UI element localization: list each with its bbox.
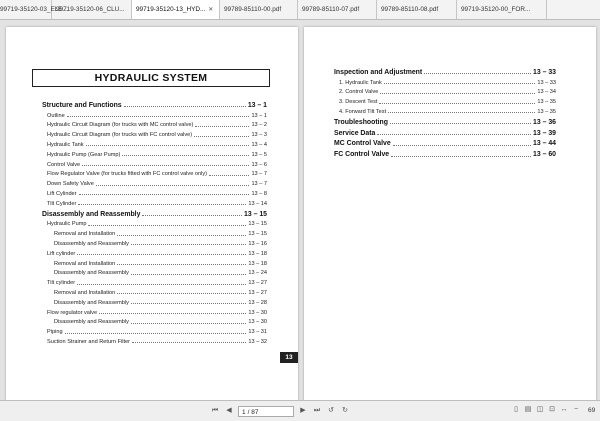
tab-document[interactable] [457,0,547,19]
dot-leader [117,264,246,265]
toc-label: Removal and Installation [54,231,116,238]
tab-label: 99719-35120-03_ELE... [0,6,68,13]
dot-leader [67,116,250,117]
tab-label: 99789-85110-00.pdf [224,6,282,13]
dot-leader [384,83,536,84]
toc-heading[interactable] [334,127,556,137]
toc-entry[interactable] [42,227,267,237]
dot-leader [380,93,535,94]
dot-leader [65,333,247,334]
toc-page-number: 13 – 31 [248,329,267,336]
dot-leader [391,156,531,157]
toc-label: Lift Cylinder [47,190,77,197]
page-navigation [210,404,350,418]
dot-leader [117,293,246,294]
toc-heading[interactable] [334,148,556,158]
toc-page-number: 13 – 27 [248,289,267,296]
toc-label: Flow Regulator Valve (for trucks fitted with FC control valve only) [47,171,207,178]
toc-page-number: 13 – 35 [537,108,556,115]
dot-leader [131,274,246,275]
toc-page-number: 13 – 7 [251,181,267,188]
toc-page-number: 13 – 18 [248,250,267,257]
toc-entry[interactable] [42,237,267,247]
toc-page-number: 13 – 60 [533,151,556,159]
next-page-icon[interactable]: ▶ [300,407,306,414]
dot-leader [142,215,242,216]
toc-label: Removal and Installation [54,289,116,296]
toc-page-number: 13 – 34 [537,89,556,96]
toc-label: Hydraulic Tank [47,141,84,148]
tab-document[interactable] [132,0,220,19]
toc-entry[interactable] [42,138,267,148]
continuous-page-icon[interactable]: ▤ [524,406,532,413]
two-page-icon[interactable]: ◫ [536,406,544,413]
document-viewer[interactable] [0,20,600,400]
toc-page-number: 13 – 15 [248,221,267,228]
tab-label: 99789-85110-08.pdf [381,6,439,13]
status-bar [0,400,600,421]
dot-leader [77,284,246,285]
toc-page-number: 13 – 7 [251,171,267,178]
toc-label: Structure and Functions [42,101,122,109]
toc-page-number: 13 – 35 [537,99,556,106]
tab-document[interactable] [298,0,377,19]
toc-entry[interactable] [42,197,267,207]
toc-heading[interactable] [334,116,556,126]
toc-entry[interactable] [42,335,267,345]
toc-page-number: 13 – 27 [248,280,267,287]
toc-label: Tilt cylinder [47,280,76,287]
pdf-page-left [6,27,298,403]
toc-page-number: 13 – 15 [248,231,267,238]
dot-leader [99,313,246,314]
dot-leader [86,145,250,146]
dot-leader [424,73,531,74]
dot-leader [78,204,246,205]
toc-page-number: 13 – 28 [248,299,267,306]
dot-leader [131,323,246,324]
zoom-level[interactable]: 69 [588,407,596,414]
dot-leader [377,134,531,135]
dot-leader [132,342,246,343]
toc-label: Flow regulator valve [47,309,98,316]
table-of-contents-continued [334,66,556,158]
toc-page-number: 13 – 15 [244,210,267,218]
toc-entry[interactable] [42,128,267,138]
toc-label: Disassembly and Reassembly [54,270,129,277]
toc-entry[interactable] [42,119,267,129]
toc-page-number: 13 – 16 [248,240,267,247]
zoom-out-icon[interactable]: − [573,406,579,413]
toc-label: Tilt Cylinder [47,200,77,207]
toc-entry[interactable] [334,105,556,115]
toc-heading[interactable] [334,138,556,148]
pdf-page-right [304,27,596,403]
toc-label: 3. Descent Test [339,99,378,106]
page-number-input[interactable] [238,406,294,417]
toc-label: 2. Control Valve [339,89,379,96]
tab-label: 99719-35120-00_FOR... [461,6,531,13]
toc-page-number: 13 – 6 [251,161,267,168]
dot-leader [379,103,535,104]
toc-entry[interactable] [42,316,267,326]
toc-label: Removal and Installation [54,260,116,267]
toc-label: Troubleshooting [334,118,388,126]
fit-width-icon[interactable]: ↔ [560,406,568,413]
dot-leader [124,106,246,107]
toc-entry[interactable] [42,267,267,277]
dot-leader [131,244,246,245]
toc-entry[interactable] [42,286,267,296]
toc-label: Lift cylinder [47,250,76,257]
page-total: / 87 [247,408,259,416]
dot-leader [77,254,246,255]
chapter-title: HYDRAULIC SYSTEM [32,69,270,87]
toc-page-number: 13 – 36 [533,118,556,126]
dot-leader [96,185,250,186]
toc-label: Down Safety Valve [47,181,94,188]
toc-entry[interactable] [42,187,267,197]
toc-page-number: 13 – 39 [533,129,556,137]
dot-leader [390,123,531,124]
toc-entry[interactable] [334,76,556,86]
toc-page-number: 13 – 24 [248,270,267,277]
toc-entry[interactable] [42,296,267,306]
toc-label: MC Control Valve [334,140,391,148]
fit-page-icon[interactable]: ⊡ [549,406,555,413]
toc-heading[interactable] [42,208,267,218]
last-page-icon[interactable]: ⏭ [313,407,321,414]
dot-leader [88,225,246,226]
dot-leader [195,126,249,127]
toc-page-number: 13 – 18 [248,260,267,267]
dot-leader [82,165,249,166]
toc-page-number: 13 – 44 [533,140,556,148]
toc-entry[interactable] [42,109,267,119]
dot-leader [79,194,250,195]
toc-page-number: 13 – 1 [251,112,267,119]
toc-entry[interactable] [42,325,267,335]
toc-label: Hydraulic Pump [47,221,87,228]
toc-label: Service Data [334,129,376,137]
rotate-right-icon[interactable]: ↻ [342,407,348,414]
toc-page-number: 13 – 14 [248,200,267,207]
toc-page-number: 13 – 1 [247,101,267,109]
toc-page-number: 13 – 4 [251,141,267,148]
table-of-contents [42,99,267,345]
toc-label: Hydraulic Circuit Diagram (for trucks with FC control valve) [47,132,193,139]
toc-entry[interactable] [334,86,556,96]
toc-heading[interactable] [42,99,267,109]
toc-label: Disassembly and Reassembly [54,299,129,306]
previous-page-icon[interactable]: ◀ [226,407,232,414]
toc-label: Inspection and Adjustment [334,68,423,76]
single-page-icon[interactable]: ▯ [514,406,518,413]
tab-bar [0,0,600,20]
toc-entry[interactable] [334,95,556,105]
tab-label: 99719-35120-06_CLU... [56,6,125,13]
toc-label: Disassembly and Reassembly [54,240,129,247]
toc-label: Hydraulic Circuit Diagram (for trucks with MC control valve) [47,122,194,129]
toc-entry[interactable] [42,306,267,316]
toc-label: Piping [47,329,63,336]
toc-label: Control Valve [47,161,81,168]
toc-entry[interactable] [42,148,267,158]
toc-entry[interactable] [42,257,267,267]
toc-label: 4. Forward Tilt Test [339,108,387,115]
toc-label: Suction Strainer and Return Filter [47,338,131,345]
toc-label: Hydraulic Pump (Gear Pump) [47,151,121,158]
view-tools [512,405,580,415]
tab-document[interactable] [52,0,132,19]
dot-leader [209,175,249,176]
toc-page-number: 13 – 2 [251,122,267,129]
dot-leader [117,235,246,236]
toc-page-number: 13 – 33 [533,68,556,76]
section-tab: 13 [280,352,298,363]
first-page-icon[interactable]: ⏮ [211,407,219,414]
dot-leader [194,136,249,137]
toc-entry[interactable] [42,276,267,286]
current-page: 1 [242,408,246,416]
tab-document[interactable] [0,0,68,19]
toc-label: Disassembly and Reassembly [42,210,141,218]
tab-document[interactable] [220,0,298,19]
dot-leader [388,112,535,113]
toc-label: Outline [47,112,65,119]
toc-label: FC Control Valve [334,151,390,159]
toc-label: 1. Hydraulic Tank [339,79,382,86]
toc-page-number: 13 – 3 [251,132,267,139]
toc-entry[interactable] [42,218,267,228]
toc-page-number: 13 – 8 [251,190,267,197]
dot-leader [122,155,249,156]
dot-leader [393,145,531,146]
toc-label: Disassembly and Reassembly [54,319,129,326]
toc-page-number: 13 – 30 [248,309,267,316]
tab-label: 99789-85110-07.pdf [302,6,360,13]
toc-page-number: 13 – 33 [537,79,556,86]
tab-label: 99719-35120-13_HYD... [136,6,206,13]
rotate-left-icon[interactable]: ↺ [328,407,334,414]
toc-entry[interactable] [42,158,267,168]
dot-leader [131,303,246,304]
toc-entry[interactable] [42,168,267,178]
toc-page-number: 13 – 32 [248,338,267,345]
toc-heading[interactable] [334,66,556,76]
toc-entry[interactable] [42,247,267,257]
tab-document[interactable] [377,0,457,19]
close-tab-icon[interactable]: ✕ [208,7,214,13]
toc-page-number: 13 – 5 [251,151,267,158]
toc-entry[interactable] [42,177,267,187]
toc-page-number: 13 – 30 [248,319,267,326]
